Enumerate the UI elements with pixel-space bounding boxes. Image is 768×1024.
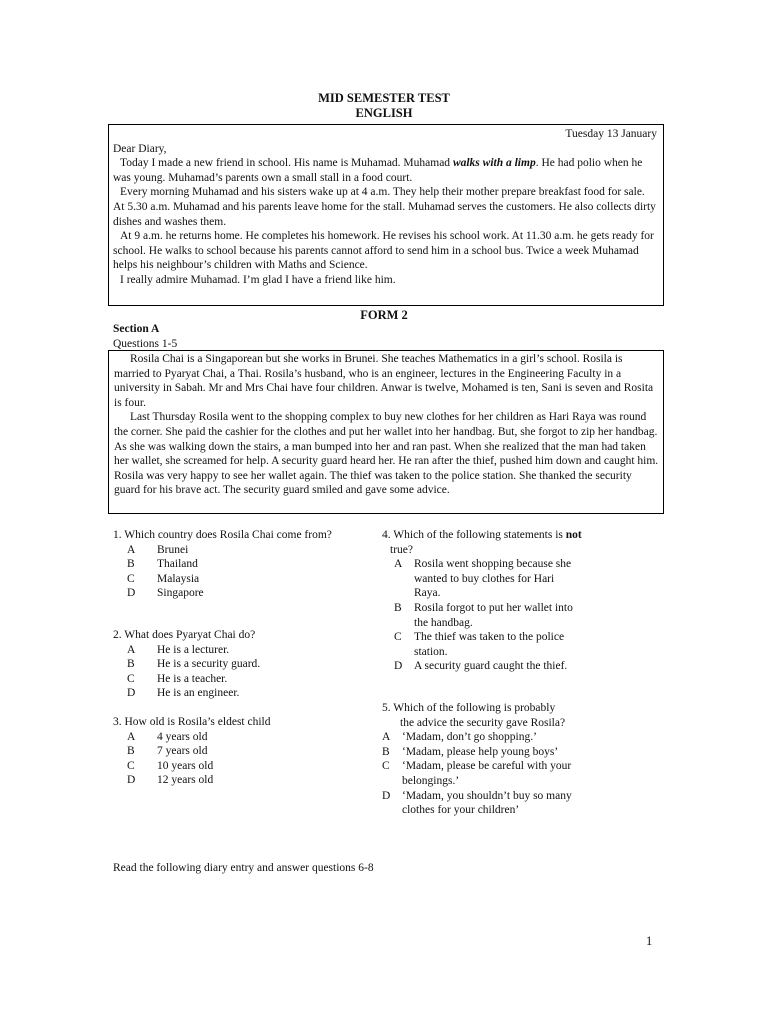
- question-1-stem: 1. Which country does Rosila Chai come from?: [113, 529, 332, 541]
- option-letter: A: [127, 730, 136, 743]
- option-text: ‘Madam, you shouldn’t buy so many clothes for your children’: [402, 789, 572, 817]
- form-title: FORM 2: [360, 308, 408, 322]
- question-3: [113, 715, 353, 788]
- option-text: 12 years old: [157, 774, 214, 787]
- question-3-option-b[interactable]: [113, 744, 353, 759]
- question-4-option-d[interactable]: [382, 659, 582, 674]
- question-3-option-a[interactable]: [113, 730, 353, 745]
- question-3-stem: 3. How old is Rosila’s eldest child: [113, 716, 271, 728]
- option-letter: A: [127, 643, 136, 656]
- option-text: ‘Madam, don’t go shopping.’: [402, 731, 537, 744]
- diary-p1-text: Today I made a new friend in school. His name is Muhamad. Muhamad: [120, 157, 453, 170]
- option-letter: D: [382, 789, 391, 802]
- diary-p1-text-end: . He had polio when he was young. Muhamad’s parents own a small stall in a food court.: [113, 157, 643, 184]
- diary-paragraph-2: Every morning Muhamad and his sisters wake up at 4 a.m. They help their mother prepare breakfast food for sale. At 5.30 a.m. Muhamad and his parents leave home for the stall. Muhamad serves the customers. He also collects dirty dishes and washes them.: [113, 186, 656, 228]
- question-3-option-c[interactable]: [113, 759, 353, 774]
- question-3-option-d[interactable]: [113, 773, 353, 788]
- option-letter: C: [394, 631, 402, 644]
- option-letter: D: [127, 774, 136, 787]
- question-1-option-a[interactable]: [113, 543, 343, 558]
- option-text: Malaysia: [157, 572, 200, 585]
- passage-paragraph-2: Last Thursday Rosila went to the shopping complex to buy new clothes for her children as Hari Raya was round the corner. She paid the cashier for the clothes and put her wallet into her handbag. But, she forgot to zip her handbag. As she was walking down the stairs, a man bumped into her and ran past. When she realized that the man had taken her wallet, she screamed for help. A security guard heard her. He ran after the thief, pushed him down and caught him. Rosila was very happy to see her wallet again. The thief was taken to the police station. She thanked the security guard for his brave act. The security guard smiled and gave some advice.: [114, 411, 659, 497]
- question-5-stem: 5. Which of the following is probably the advice the security gave Rosila?: [382, 702, 566, 729]
- option-text: He is a teacher.: [157, 672, 228, 685]
- option-letter: D: [127, 587, 136, 600]
- question-2: [113, 628, 353, 701]
- question-4-option-c[interactable]: [382, 630, 582, 659]
- question-1-option-d[interactable]: [113, 586, 343, 601]
- diary-emphasis: walks with a limp: [452, 157, 536, 170]
- questions-range: Questions 1-5: [113, 338, 178, 350]
- option-letter: D: [394, 660, 403, 673]
- question-5-option-c[interactable]: [382, 759, 572, 788]
- diary-paragraph-1: [113, 156, 657, 185]
- option-text: Rosila went shopping because she wanted to buy clothes for Hari Raya.: [414, 558, 572, 600]
- question-2-option-b[interactable]: [113, 657, 353, 672]
- question-5-option-a[interactable]: [382, 730, 572, 745]
- diary-paragraph-4: I really admire Muhamad. I’m glad I have a friend like him.: [120, 273, 396, 286]
- option-text: He is a lecturer.: [157, 643, 230, 656]
- option-text: ‘Madam, please help young boys’: [402, 745, 559, 758]
- question-2-option-c[interactable]: [113, 672, 353, 687]
- passage-box: [108, 350, 664, 514]
- option-letter: D: [127, 687, 136, 700]
- option-text: Brunei: [157, 543, 189, 556]
- diary-date: Tuesday 13 January: [565, 128, 657, 140]
- diary-greeting: Dear Diary,: [113, 142, 167, 155]
- option-text: ‘Madam, please be careful with your belongings.’: [402, 760, 572, 787]
- question-4-stem: [382, 528, 582, 557]
- option-text: 4 years old: [157, 730, 208, 743]
- option-letter: B: [394, 601, 402, 614]
- question-4-stem-end: true?: [390, 543, 413, 556]
- question-5: [382, 701, 572, 818]
- option-text: Thailand: [157, 558, 198, 571]
- option-letter: A: [127, 543, 136, 556]
- option-letter: B: [127, 558, 135, 571]
- question-2-option-a[interactable]: [113, 643, 353, 658]
- option-letter: C: [127, 672, 135, 685]
- subject-title: ENGLISH: [355, 106, 413, 120]
- question-4-option-b[interactable]: [382, 601, 582, 630]
- diary-box: [108, 124, 664, 306]
- question-1-option-b[interactable]: [113, 557, 343, 572]
- passage-paragraph-1: Rosila Chai is a Singaporean but she works in Brunei. She teaches Mathematics in a girl’s school. Rosila is married to Pyaryat Chai, a Thai. Rosila’s husband, who is an engineer, lectures in the Engineering Faculty in a university in Sabah. Mr and Mrs Chai have four children. Anwar is twelve, Mohamed is ten, Sani is seven and Rosita is four.: [114, 353, 654, 409]
- question-2-stem: 2. What does Pyaryat Chai do?: [113, 629, 256, 641]
- option-letter: A: [394, 558, 403, 571]
- option-text: 7 years old: [157, 745, 208, 758]
- question-4-emphasis: not: [565, 529, 582, 541]
- option-letter: C: [382, 760, 390, 773]
- option-letter: C: [127, 572, 135, 585]
- option-text: He is a security guard.: [157, 658, 261, 671]
- option-text: He is an engineer.: [157, 687, 240, 700]
- question-4-stem-text: 4. Which of the following statements is: [382, 529, 566, 541]
- question-1-option-c[interactable]: [113, 572, 343, 587]
- option-text: A security guard caught the thief.: [414, 660, 568, 673]
- question-2-option-d[interactable]: [113, 686, 353, 701]
- option-letter: B: [382, 745, 390, 758]
- option-letter: B: [127, 658, 135, 671]
- option-letter: C: [127, 759, 135, 772]
- diary-paragraph-3: At 9 a.m. he returns home. He completes his homework. He revises his school work. At 11.30 a.m. he gets ready for school. He walks to school because his parents cannot afford to send him in a school bus. Twice a week Muhamad helps his neighbour’s children with Maths and Science.: [113, 230, 654, 272]
- instruction-text: Read the following diary entry and answer questions 6-8: [113, 862, 374, 874]
- test-title: MID SEMESTER TEST: [318, 91, 450, 105]
- option-text: Singapore: [157, 587, 204, 600]
- question-5-option-b[interactable]: [382, 745, 572, 760]
- option-text: The thief was taken to the police station.: [414, 631, 565, 658]
- question-4: [382, 528, 582, 674]
- section-title: Section A: [113, 323, 160, 335]
- question-1: [113, 528, 343, 601]
- option-text: Rosila forgot to put her wallet into the handbag.: [414, 601, 573, 629]
- question-4-option-a[interactable]: [382, 557, 582, 601]
- page-number: 1: [646, 934, 653, 948]
- option-letter: B: [127, 745, 135, 758]
- option-letter: A: [382, 731, 391, 744]
- option-text: 10 years old: [157, 759, 214, 772]
- question-5-option-d[interactable]: [382, 789, 572, 818]
